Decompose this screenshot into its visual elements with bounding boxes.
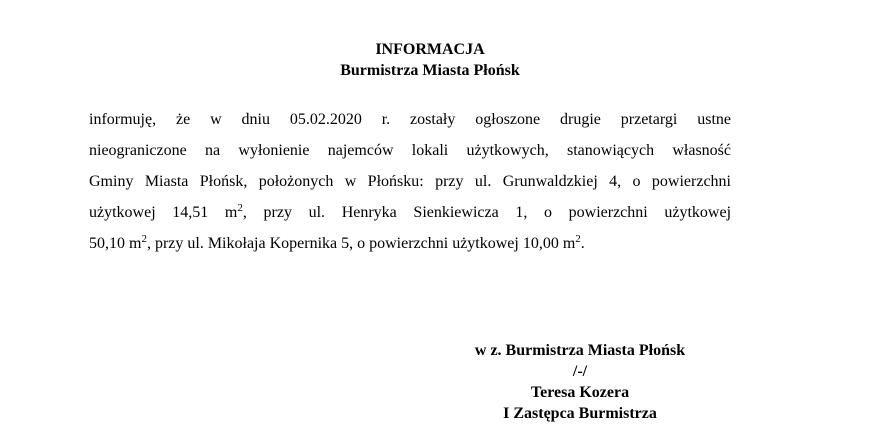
body-line-2: nieograniczone na wyłonienie najemców lokali użytkowych, stanowiących własność bbox=[89, 142, 731, 159]
square-superscript: 2 bbox=[141, 233, 147, 245]
document-title: INFORMACJA bbox=[375, 41, 485, 58]
signature-mark: /-/ bbox=[572, 363, 588, 380]
body-line-5-end: . bbox=[580, 235, 585, 252]
square-superscript: 2 bbox=[237, 202, 243, 214]
document-subtitle: Burmistrza Miasta Płońsk bbox=[340, 62, 520, 79]
body-line-1: informuję, że w dniu 05.02.2020 r. zostały ogłoszone drugie przetargi ustne bbox=[89, 111, 731, 128]
body-line-5-rest: , przy ul. Mikołaja Kopernika 5, o powierzchni użytkowej 10,00 m bbox=[146, 235, 576, 252]
square-superscript: 2 bbox=[575, 233, 581, 245]
signature-on-behalf: w z. Burmistrza Miasta Płońsk bbox=[474, 342, 686, 359]
body-line-5 bbox=[89, 234, 731, 254]
body-line-5-area: 50,10 m bbox=[89, 235, 142, 252]
body-line-4-area: użytkowej 14,51 m bbox=[89, 204, 238, 221]
body-line-4-rest: , przy ul. Henryka Sienkiewicza 1, o powierzchni użytkowej bbox=[242, 204, 732, 221]
signatory-role: I Zastępca Burmistrza bbox=[503, 405, 657, 422]
body-line-3: Gminy Miasta Płońsk, położonych w Płońsku: przy ul. Grunwaldzkiej 4, o powierzchni bbox=[89, 173, 731, 190]
signatory-name: Teresa Kozera bbox=[530, 384, 630, 401]
body-line-4 bbox=[89, 203, 731, 223]
